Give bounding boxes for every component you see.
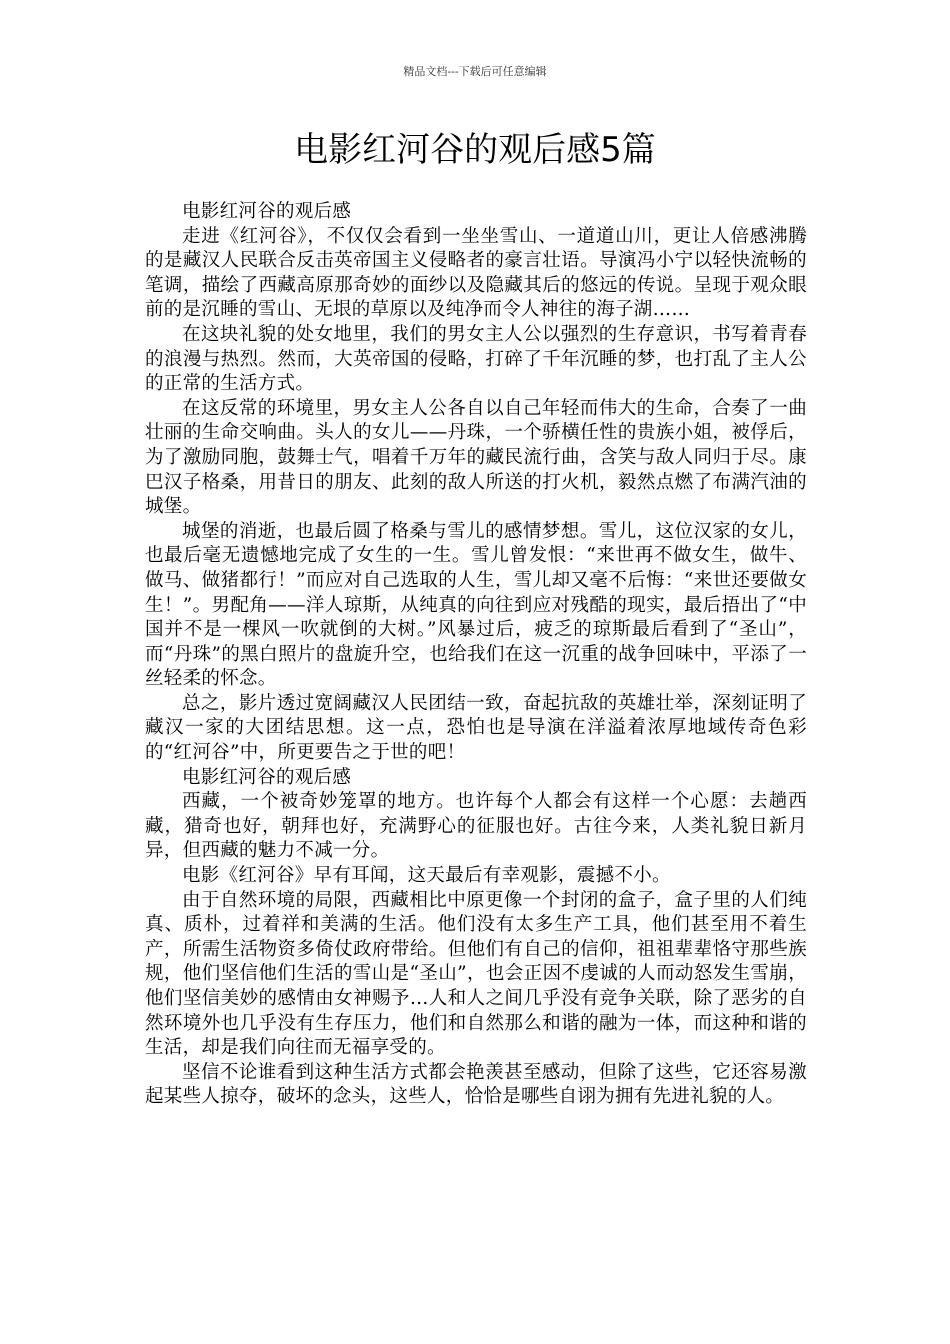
body-paragraph: 西藏，一个被奇妙笼罩的地方。也许每个人都会有这样一个心愿：去趟西藏，猎奇也好，朝拜也好，充满野心的征服也好。古往今来，人类礼貌日新月异，但西藏的魅力不减一分。	[145, 791, 807, 862]
body-paragraph: 由于自然环境的局限，西藏相比中原更像一个封闭的盒子，盒子里的人们纯真、质朴，过着祥和美满的生活。他们没有太多生产工具，他们甚至用不着生产，所需生活物资多倚仗政府带给。但他们有自己的信仰，祖祖辈辈恪守那些族规，他们坚信他们生活的雪山是“圣山”，也会正因不虔诚的人而动怒发生雪崩，他们坚信美妙的感情由女神赐予…人和人之间几乎没有竞争关联，除了恶劣的自然环境外也几乎没有生存压力，他们和自然那么和谐的融为一体，而这种和谐的生活，却是我们向往而无福享受的。	[145, 889, 807, 1059]
document-body	[145, 200, 807, 1110]
body-paragraph: 坚信不论谁看到这种生活方式都会艳羡甚至感动，但除了这些，它还容易激起某些人掠夺，破坏的念头，这些人，恰恰是哪些自诩为拥有先进礼貌的人。	[145, 1061, 807, 1108]
body-paragraph: 电影《红河谷》早有耳闻，这天最后有幸观影，震撼不小。	[182, 865, 671, 887]
body-paragraph: 在这反常的环境里，男女主人公各自以自己年轻而伟大的生命，合奏了一曲壮丽的生命交响曲。头人的女儿——丹珠，一个骄横任性的贵族小姐，被俘后，为了激励同胞，鼓舞士气，唱着千万年的藏民流行曲，含笑与敌人同归于尽。康巴汉子格桑，用昔日的朋友、此刻的敌人所送的打火机，毅然点燃了布满汽油的城堡。	[145, 397, 807, 518]
body-paragraph: 城堡的消逝，也最后圆了格桑与雪儿的感情梦想。雪儿，这位汉家的女儿，也最后毫无遗憾地完成了女生的一生。雪儿曾发恨：“来世再不做女生，做牛、做马、做猪都行！”而应对自己选取的人生，雪儿却又毫不后悔：“来世还要做女生！”。男配角——洋人琼斯，从纯真的向往到应对残酷的现实，最后捂出了“中国并不是一棵风一吹就倒的大树。”风暴过后，疲乏的琼斯最后看到了“圣山”，而“丹珠”的黑白照片的盘旋升空，也给我们在这一沉重的战争回味中，平添了一丝轻柔的怀念。	[145, 520, 807, 690]
document-title: 电影红河谷的观后感5篇	[294, 130, 656, 170]
section-heading: 电影红河谷的观后感	[182, 766, 352, 788]
body-paragraph: 总之，影片透过宽阔藏汉人民团结一致，奋起抗敌的英雄壮举，深刻证明了藏汉一家的大团结思想。这一点，恐怕也是导演在洋溢着浓厚地域传奇色彩的“红河谷”中，所更要告之于世的吧！	[145, 692, 807, 764]
body-paragraph: 走进《红河谷》，不仅仅会看到一坐坐雪山、一道道山川，更让人倍感沸腾的是藏汉人民联合反击英帝国主义侵略者的豪言壮语。导演冯小宁以轻快流畅的笔调，描绘了西藏高原那奇妙的面纱以及隐藏其后的悠远的传说。呈现于观众眼前的是沉睡的雪山、无垠的草原以及纯净而令人神往的海子湖……	[145, 225, 807, 321]
header-note: 精品文档---下载后可任意编辑	[403, 65, 547, 78]
section-heading: 电影红河谷的观后感	[182, 201, 352, 222]
body-paragraph: 在这块礼貌的处女地里，我们的男女主人公以强烈的生存意识，书写着青春的浪漫与热烈。然而，大英帝国的侵略，打碎了千年沉睡的梦，也打乱了主人公的正常的生活方式。	[145, 323, 807, 395]
